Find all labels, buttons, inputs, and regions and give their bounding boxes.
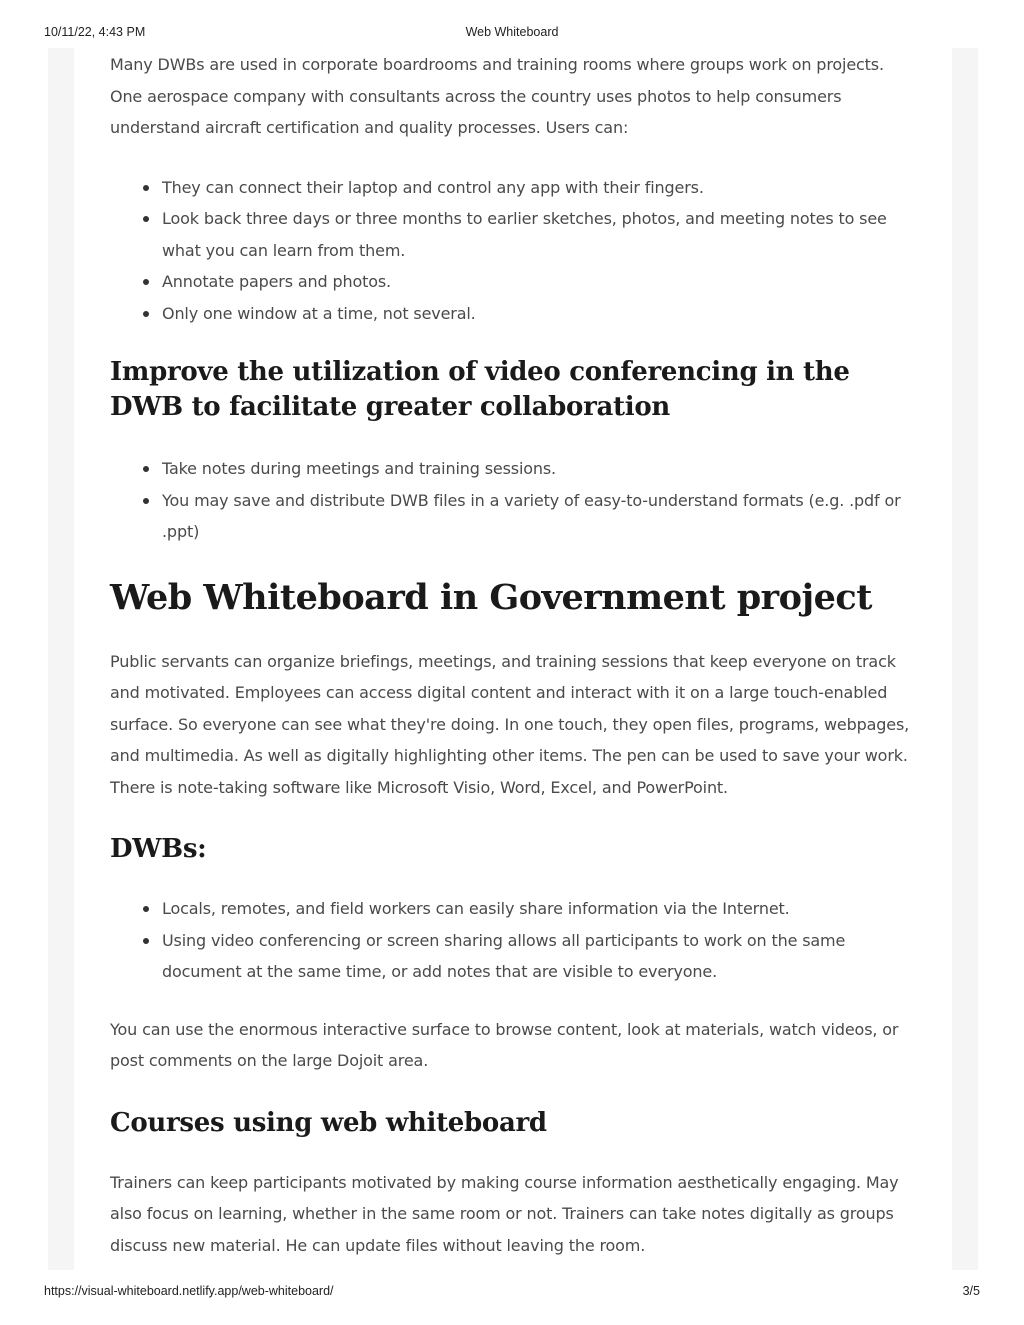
list-item-text: Annotate papers and photos. xyxy=(162,272,391,291)
users-can-list xyxy=(110,172,910,330)
list-item-text: Locals, remotes, and field workers can easily share information via the Internet. xyxy=(162,899,790,918)
video-section-list xyxy=(110,453,910,548)
dwbs-paragraph: You can use the enormous interactive surface to browse content, look at materials, watch videos, or post comments on the large Dojoit area. xyxy=(110,1019,899,1070)
list-item-text: Take notes during meetings and training sessions. xyxy=(162,459,556,478)
list-item-text: Look back three days or three months to earlier sketches, photos, and meeting notes to see what you can learn from them. xyxy=(162,209,887,260)
courses-paragraph: Trainers can keep participants motivated by making course information aesthetically engaging. May also focus on learning, whether in the same room or not. Trainers can take notes digitally as groups discuss new material. He can update files without leaving the room. xyxy=(110,1172,899,1255)
print-page-title: Web Whiteboard xyxy=(465,25,559,39)
print-url: https://visual-whiteboard.netlify.app/web-whiteboard/ xyxy=(44,1284,334,1298)
article-content xyxy=(110,48,910,1261)
dwbs-heading: DWBs: xyxy=(110,834,207,864)
bullet-icon xyxy=(143,466,149,472)
list-item xyxy=(110,298,910,330)
bullet-icon xyxy=(143,311,149,317)
list-item xyxy=(110,203,910,266)
intro-paragraph: Many DWBs are used in corporate boardrooms and training rooms where groups work on projects. One aerospace company with consultants across the country uses photos to help consumers understand aircraft certification and quality processes. Users can: xyxy=(110,55,884,137)
bullet-icon xyxy=(143,216,149,222)
list-item-text: Only one window at a time, not several. xyxy=(162,303,476,323)
list-item xyxy=(110,453,910,485)
bullet-icon xyxy=(143,498,149,504)
government-paragraph: Public servants can organize briefings, meetings, and training sessions that keep everyone on track and motivated. Employees can access digital content and interact with it on a large touch-enabled surface. So everyone can see what they're doing. In one touch, they open files, programs, webpages, and multimedia. As well as digitally highlighting other items. The pen can be used to save your work. There is note-taking software like Microsoft Visio, Word, Excel, and PowerPoint. xyxy=(110,651,910,797)
print-page-number: 3/5 xyxy=(962,1284,980,1298)
bullet-icon xyxy=(143,906,149,912)
list-item-text: They can connect their laptop and control any app with their fingers. xyxy=(162,177,704,197)
courses-heading: Courses using web whiteboard xyxy=(110,1107,547,1138)
print-footer xyxy=(44,1284,980,1300)
list-item xyxy=(110,893,910,925)
list-item xyxy=(110,266,910,298)
list-item-text: Using video conferencing or screen sharing allows all participants to work on the same document at the same time, or add notes that are visible to everyone. xyxy=(162,930,846,981)
print-datetime: 10/11/22, 4:43 PM xyxy=(44,25,146,39)
list-item-text: You may save and distribute DWB files in a variety of easy-to-understand formats (e.g. .pdf or .ppt) xyxy=(162,490,901,541)
bullet-icon xyxy=(143,185,149,191)
government-section-heading: Web Whiteboard in Government project xyxy=(110,576,872,618)
list-item xyxy=(110,485,910,548)
dwbs-list xyxy=(110,893,910,988)
list-item xyxy=(110,172,910,204)
left-margin-band xyxy=(48,48,74,1270)
print-header xyxy=(44,25,980,41)
bullet-icon xyxy=(143,938,149,944)
list-item xyxy=(110,925,910,988)
video-section-heading: Improve the utilization of video conferencing in the DWB to facilitate greater collaboration xyxy=(110,357,850,422)
right-margin-band xyxy=(952,48,978,1270)
bullet-icon xyxy=(143,279,149,285)
